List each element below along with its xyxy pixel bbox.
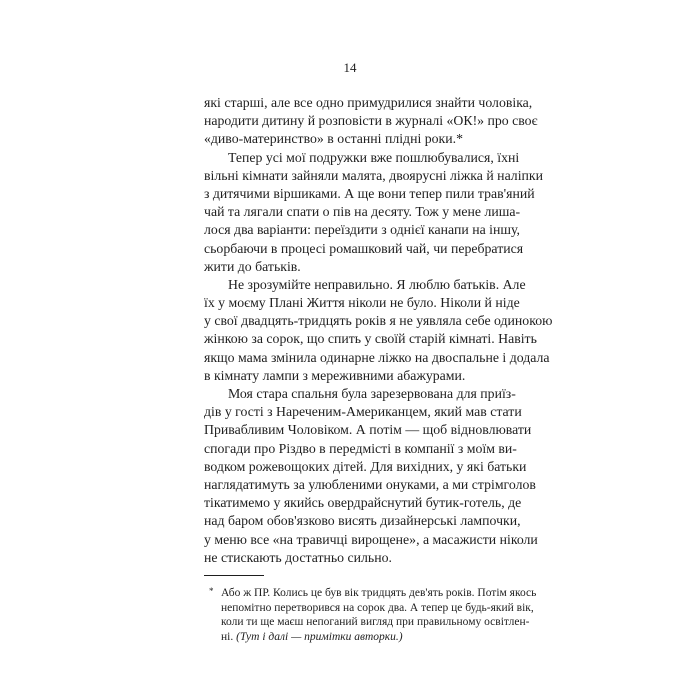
text-line: які старші, але все одно примудрилися знайти чоловіка, (204, 95, 533, 110)
text-line: з дитячими віршиками. А ще вони тепер пили трав'яний (204, 185, 535, 201)
text-line: Тепер усі мої подружки вже пошлюбувалися, їхні (228, 149, 520, 165)
text-line: жити до батьків. (204, 258, 301, 274)
text-line: Не зрозумійте неправильно. Я люблю батьків. Але (228, 276, 526, 292)
text-line: дів у гості з Нареченим-Американцем, який мав стати (204, 404, 522, 420)
footnote (209, 586, 537, 644)
text-line: у свої двадцять-тридцять років я не уявляла себе одинокою (204, 313, 553, 329)
footnote-line: ні. (Тут і далі — примітки авторки.) (221, 630, 403, 643)
footnote-line: коли ти ще маєш непоганий вигляд при правильному освітлен- (221, 616, 530, 629)
text-line: народити дитину й розповісти в журналі «ОК!» про своє (204, 113, 538, 129)
text-line: Моя стара спальня була зарезервована для приїз- (228, 386, 516, 401)
text-line: над баром обов'язково висять дизайнерські лампочки, (204, 513, 521, 529)
text-line: вільні кімнати зайняли малята, двоярусні ліжка й наліпки (204, 167, 544, 183)
text-line: в кімнату лампи з мереживними абажурами. (204, 367, 466, 383)
text-line: чай та лягали спати о пів на десяту. Тож у мене лиша- (204, 204, 521, 220)
text-line: не стискають достатньо сильно. (204, 549, 392, 565)
text-line: «диво-материнство» в останні плідні роки.* (204, 131, 463, 147)
text-line: у меню все «на травичці вирощене», а масажисти ніколи (204, 531, 538, 547)
text-line: сьорбаючи в процесі ромашковий чай, чи перебратися (204, 240, 524, 256)
footnote-line: непомітно перетворився на сорок два. А тепер це будь-який вік, (221, 601, 534, 614)
text-line: лося два варіанти: переїздити з однієї канапи на іншу, (204, 222, 520, 238)
text-line: водком рожевощоких дітей. Для вихідних, у які батьки (204, 458, 527, 474)
footnote-mark: * (209, 586, 214, 596)
text-line: тікатимемо у якийсь овердрайснутий бутик-готель, де (204, 495, 522, 511)
text-line: їх у моєму Плані Життя ніколи не було. Ніколи й ніде (204, 295, 520, 311)
text-line: Привабливим Чоловіком. А потім — щоб відновлювати (204, 422, 532, 438)
body-text (204, 94, 553, 567)
footnote-divider (204, 575, 264, 576)
page-number: 14 (343, 60, 357, 75)
text-line: спогади про Різдво в передмісті в компанії з моїм ви- (204, 440, 517, 456)
footnote-author-note: (Тут і далі — примітки авторки.) (236, 630, 403, 643)
text-line: якщо мама змінила одинарне ліжко на двоспальне і додала (204, 349, 550, 365)
text-line: жінкою за сорок, що спить у своїй старій кімнаті. Навіть (204, 331, 537, 347)
footnote-line: Або ж ПР. Колись це був вік тридцять дев'ять років. Потім якось (221, 587, 537, 599)
text-line: наглядатимуть за улюбленими онуками, а ми стрімголов (204, 476, 536, 492)
